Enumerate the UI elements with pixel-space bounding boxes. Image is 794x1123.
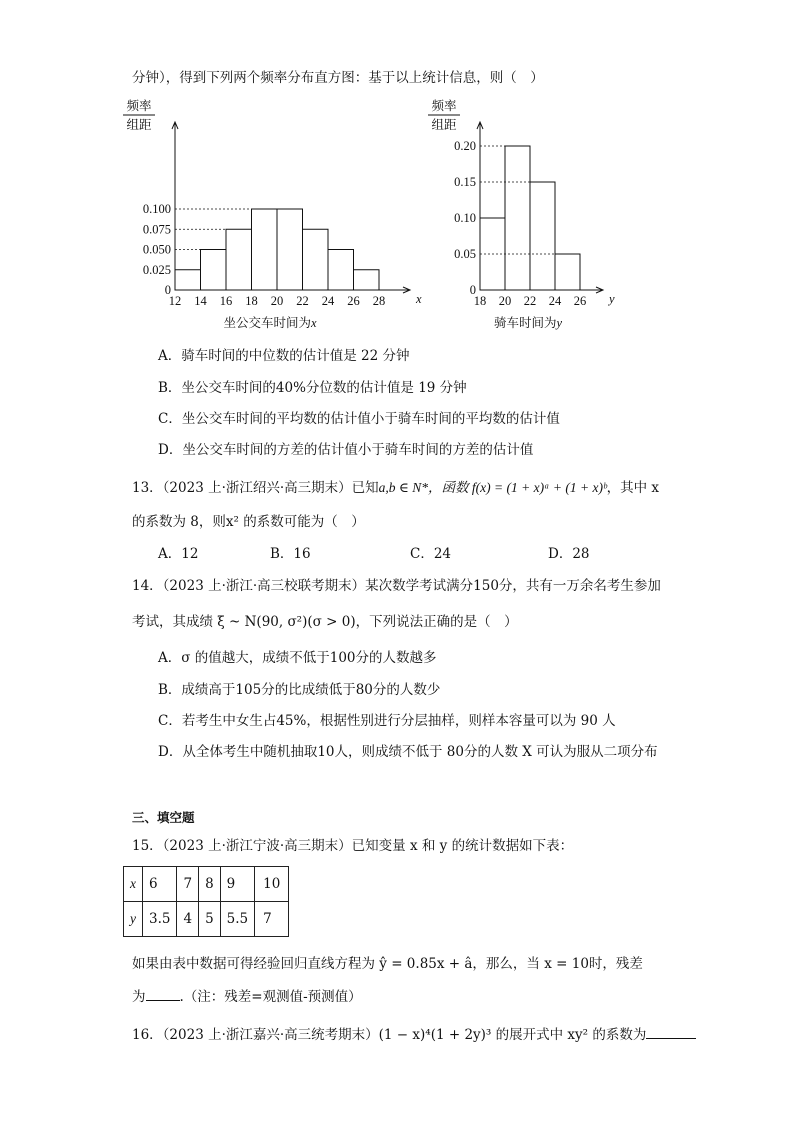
y-tick-label: 0.100: [142, 202, 171, 216]
y-tick-label: 0.10: [454, 211, 476, 225]
q16-answer-blank[interactable]: [646, 1024, 696, 1039]
table-cell: 7: [177, 867, 199, 902]
table-cell: 10: [255, 867, 289, 902]
table-row-y: [124, 902, 289, 937]
histogram-bar: [530, 182, 555, 290]
x-axis-variable: y: [556, 316, 563, 330]
q14-option-b: B．成绩高于105分的比成绩低于80分的人数少: [158, 682, 441, 698]
y-tick-label: 0.05: [454, 247, 476, 261]
histogram-bar: [328, 250, 354, 291]
section-heading-fill-in: 三、填空题: [132, 810, 195, 825]
q12-option-c: C．坐公交车时间的平均数的估计值小于骑车时间的平均数的估计值: [158, 411, 560, 427]
table-cell: 7: [255, 902, 289, 937]
q12-option-a: A．骑车时间的中位数的估计值是 22 分钟: [158, 348, 410, 364]
q15-answer-blank[interactable]: [146, 986, 180, 1001]
q15-line-3-suffix: .（注：残差=观测值-预测值）: [179, 989, 362, 1005]
table-cell: 4: [177, 902, 199, 937]
q15-data-table: [123, 866, 289, 937]
table-cell: 6: [143, 867, 177, 902]
y-tick-label: 0.075: [142, 222, 171, 237]
bike-time-histogram: [418, 92, 638, 346]
x-axis-label: 骑车时间为y: [493, 316, 563, 330]
table-cell: 3.5: [143, 902, 177, 937]
table-cell: y: [124, 902, 143, 937]
table-cell: 8: [199, 867, 221, 902]
q13-suffix: ，其中 x: [606, 480, 659, 496]
q15-line-1: 15．（2023 上·浙江宁波·高三期末）已知变量 x 和 y 的统计数据如下表：: [132, 838, 574, 854]
q13-option-b: B．16: [270, 546, 311, 562]
histogram-bar: [303, 229, 329, 290]
q14-option-d: D．从全体考生中随机抽取10人，则成绩不低于 80分的人数 X 可认为服从二项分布: [158, 744, 658, 760]
question-12-intro: 分钟），得到下列两个频率分布直方图：基于以上统计信息，则（ ）: [132, 70, 544, 86]
q13-line-2: 的系数为 8，则x² 的系数可能为（ ）: [132, 514, 365, 530]
x-tick-label: 12: [168, 294, 182, 308]
x-tick-label: 18: [245, 294, 258, 308]
q16-line-1: [132, 1024, 696, 1045]
histogram-bar: [555, 254, 580, 290]
bus-time-histogram: [118, 92, 422, 346]
q13-line-1: [132, 478, 659, 498]
x-tick-label: 26: [347, 294, 360, 308]
q14-option-a: A．σ 的值越大，成绩不低于100分的人数越多: [158, 650, 437, 666]
x-tick-label: 24: [321, 294, 335, 308]
x-tick-label: 20: [270, 294, 284, 308]
y-axis-label-top: 频率: [126, 99, 152, 113]
q12-option-d: D．坐公交车时间的方差的估计值小于骑车时间的方差的估计值: [158, 442, 534, 458]
histogram-bar: [226, 229, 252, 290]
y-tick-label: 0: [469, 283, 476, 297]
q14-option-c: C．若考生中女生占45%，根据性别进行分层抽样，则样本容量可以为 90 人: [158, 713, 616, 729]
q14-line-1: 14．（2023 上·浙江·高三校联考期末）某次数学考试满分150分，共有一万余名考生参加: [132, 578, 661, 594]
x-tick-label: 20: [498, 294, 512, 308]
q16-text: 16．（2023 上·浙江嘉兴·高三统考期末）(1 − x)⁴(1 + 2y)³ 的展开式中 xy² 的系数为: [132, 1027, 647, 1043]
x-tick-label: 18: [473, 294, 487, 308]
bike-time-histogram-svg: [418, 92, 638, 342]
x-axis-letter: x: [416, 292, 422, 306]
q15-line-3-prefix: 为: [132, 989, 146, 1005]
q13-option-a: A．12: [158, 546, 199, 562]
q12-option-b: B．坐公交车时间的40%分位数的估计值是 19 分钟: [158, 380, 467, 396]
x-tick-label: 16: [219, 294, 233, 308]
table-cell: 5.5: [220, 902, 254, 937]
histogram-bar: [252, 209, 278, 290]
y-tick-label: 0: [164, 283, 171, 297]
q13-option-c: C．24: [410, 546, 452, 562]
table-cell: 9: [220, 867, 254, 902]
y-axis-label-bottom: 组距: [431, 118, 457, 132]
histogram-bar: [201, 250, 227, 291]
q15-line-2: 如果由表中数据可得经验回归直线方程为 ŷ = 0.85x + â，那么，当 x = 10时，残差: [132, 956, 643, 972]
y-axis-label-bottom: 组距: [126, 118, 152, 132]
y-tick-label: 0.025: [142, 262, 171, 277]
q15-line-3: [132, 986, 362, 1007]
x-tick-label: 24: [548, 294, 562, 308]
q13-prefix: 13．（2023 上·浙江绍兴·高三期末）已知: [132, 480, 379, 496]
table-row-x: [124, 867, 289, 902]
q13-math: a,b ∈ N*，函数 f(x) = (1 + x)ᵃ + (1 + x)ᵇ: [378, 480, 607, 495]
y-tick-label: 0.15: [454, 175, 476, 189]
x-axis-letter: y: [609, 292, 615, 306]
histogram-bar: [277, 209, 303, 290]
x-tick-label: 22: [296, 294, 309, 308]
y-axis-label-top: 频率: [431, 99, 457, 113]
y-tick-label: 0.20: [454, 139, 476, 153]
q13-option-d: D．28: [548, 546, 590, 562]
x-axis-label: 坐公交车时间为x: [223, 316, 317, 330]
q14-line-2: 考试，其成绩 ξ ~ N(90, σ²)(σ > 0)，下列说法正确的是（ ）: [132, 614, 518, 630]
x-tick-label: 22: [523, 294, 537, 308]
table-cell: 5: [199, 902, 221, 937]
x-tick-label: 14: [194, 294, 207, 308]
x-tick-label: 28: [372, 294, 386, 308]
x-axis-variable: x: [310, 316, 317, 330]
x-tick-label: 26: [573, 294, 587, 308]
histogram-bar: [354, 270, 380, 290]
bus-time-histogram-svg: [118, 92, 422, 342]
histogram-bar: [175, 270, 201, 290]
y-tick-label: 0.050: [142, 242, 171, 257]
histogram-bar: [505, 146, 530, 290]
table-cell: x: [124, 867, 143, 902]
